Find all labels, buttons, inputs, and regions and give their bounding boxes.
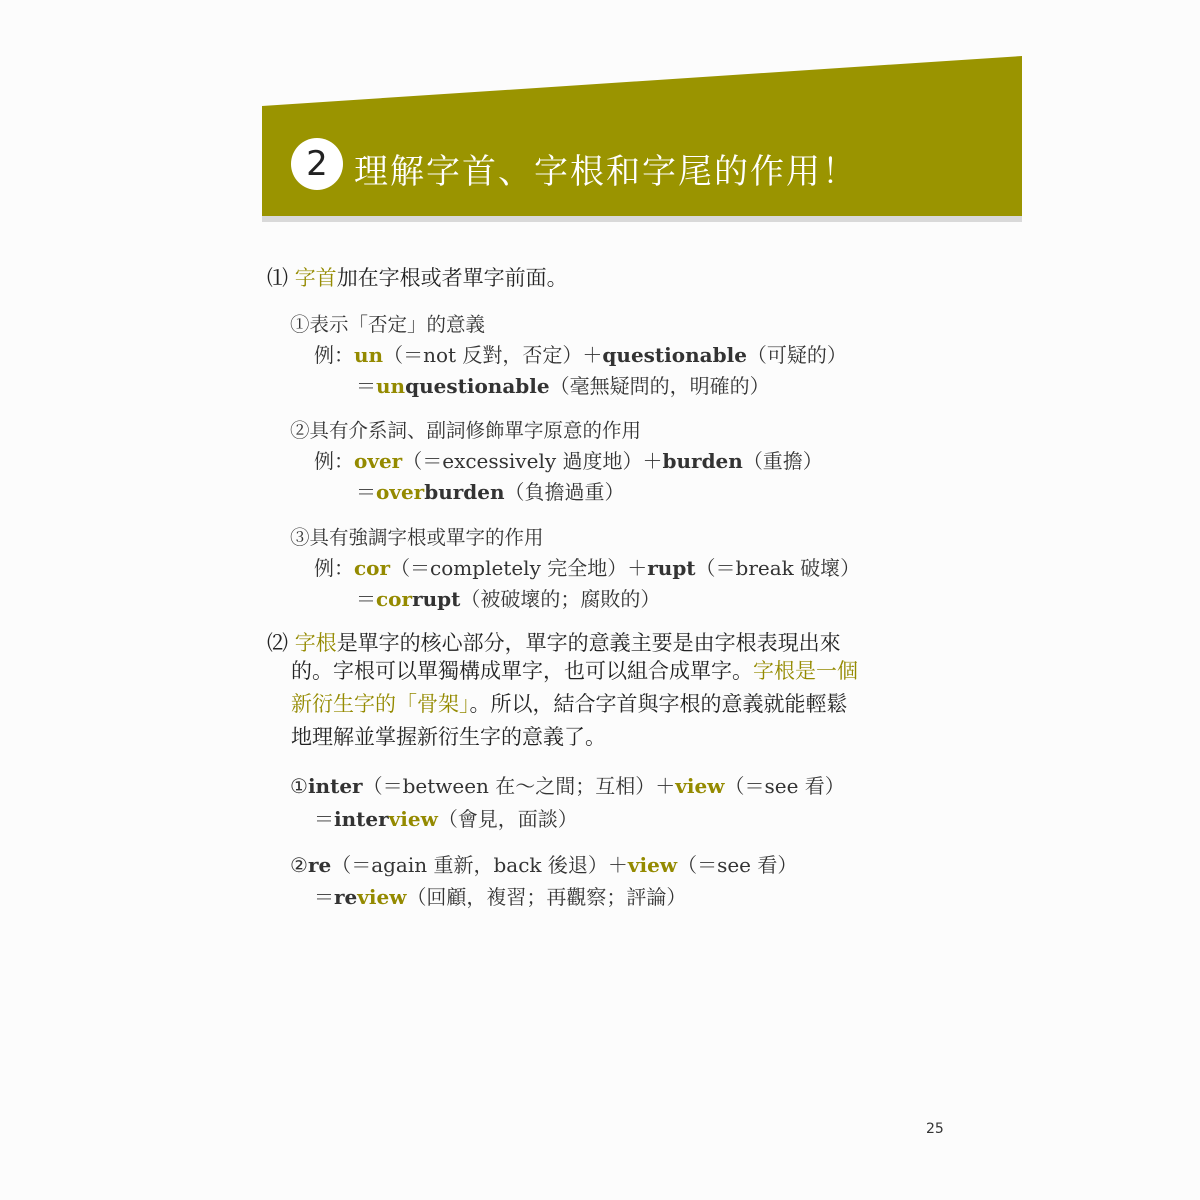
section2-heading [267,627,841,657]
equals-sign: ＝ [356,480,376,504]
paragraph-line2 [291,655,858,688]
example-number: ② [290,853,308,877]
s2-example1-result [314,803,578,832]
section2-marker: ⑵ [267,631,288,655]
item3-heading: ③具有強調字根或單字的作用 [290,526,544,549]
result-prefix: over [376,480,425,504]
paragraph-highlight: 新衍生字的「骨架」 [291,692,470,716]
prefix-term: over [354,449,403,473]
page-title: 理解字首、字根和字尾的作用！ [354,152,858,192]
section2-paragraph [291,655,858,754]
item1-result [356,370,770,399]
item3-example [314,552,860,581]
plus-sign: ＋ [642,449,663,473]
section1-text: 加在字根或者單字前面。 [336,266,568,290]
root-term: rupt [647,556,696,580]
root-gloss: （＝see 看） [724,774,845,798]
item1-heading: ①表示「否定」的意義 [290,313,486,336]
root-gloss: （可疑的） [746,343,847,367]
example-label: 例： [314,556,354,580]
root-gloss: （＝break 破壞） [695,556,861,580]
result-gloss: （被破壞的；腐敗的） [460,587,661,611]
result-gloss: （回顧，複習；再觀察；評論） [406,885,687,909]
s2-example1 [290,770,845,799]
paragraph-line4: 地理解並掌握新衍生字的意義了。 [291,725,606,749]
equals-sign: ＝ [356,587,376,611]
prefix-term: re [307,853,332,877]
title-number-badge: 2 [291,138,343,190]
banner-shadow [262,216,1022,222]
equals-sign: ＝ [314,885,334,909]
result-root: questionable [405,374,550,398]
equals-sign: ＝ [356,374,376,398]
paragraph-highlight: 字根是一個 [753,659,858,683]
example-number: ① [290,774,308,798]
page-number: 25 [926,1121,944,1137]
item2-heading: ②具有介系詞、副詞修飾單字原意的作用 [290,419,642,442]
result-gloss: （毫無疑問的，明確的） [549,374,770,398]
root-gloss: （重擔） [742,449,823,473]
item1-example [314,339,847,368]
title-banner [262,56,1022,218]
s2-example2-result [314,881,686,910]
plus-sign: ＋ [627,556,648,580]
section1-marker: ⑴ [267,266,288,290]
result-root: view [388,807,438,831]
paragraph-text: 的。字根可以單獨構成單字，也可以組合成單字。 [291,659,753,683]
paragraph-text: 。所以，結合字首與字根的意義就能輕鬆 [469,692,848,716]
prefix-gloss: （＝excessively 過度地） [402,449,643,473]
root-gloss: （＝see 看） [677,853,798,877]
result-gloss: （會見，面談） [437,807,578,831]
equals-sign: ＝ [314,807,334,831]
section2-highlight: 字根 [294,631,337,655]
prefix-gloss: （＝between 在～之間；互相） [362,774,656,798]
plus-sign: ＋ [582,343,603,367]
item3-result [356,583,660,612]
result-root: view [357,885,407,909]
result-root: rupt [412,587,461,611]
root-term: view [675,774,725,798]
root-term: view [627,853,678,877]
paragraph-line3 [291,688,858,721]
prefix-gloss: （＝completely 完全地） [390,556,628,580]
prefix-gloss: （＝again 重新，back 後退） [331,853,608,877]
section2-text-line1: 是單字的核心部分，單字的意義主要是由字根表現出來 [336,631,841,655]
s2-example2 [290,849,797,878]
prefix-gloss: （＝not 反對，否定） [383,343,583,367]
result-prefix: inter [334,807,389,831]
item2-result [356,476,625,505]
result-prefix: cor [376,587,413,611]
example-label: 例： [314,343,354,367]
result-prefix: un [376,374,406,398]
result-prefix: re [334,885,358,909]
root-term: burden [662,449,743,473]
prefix-term: cor [354,556,391,580]
example-label: 例： [314,449,354,473]
prefix-term: un [354,343,384,367]
result-gloss: （負擔過重） [504,480,625,504]
root-term: questionable [602,343,747,367]
section1-highlight: 字首 [294,266,337,290]
plus-sign: ＋ [607,853,628,877]
plus-sign: ＋ [655,774,676,798]
section1-heading [267,262,568,292]
item2-example [314,445,823,474]
prefix-term: inter [307,774,363,798]
result-root: burden [424,480,505,504]
